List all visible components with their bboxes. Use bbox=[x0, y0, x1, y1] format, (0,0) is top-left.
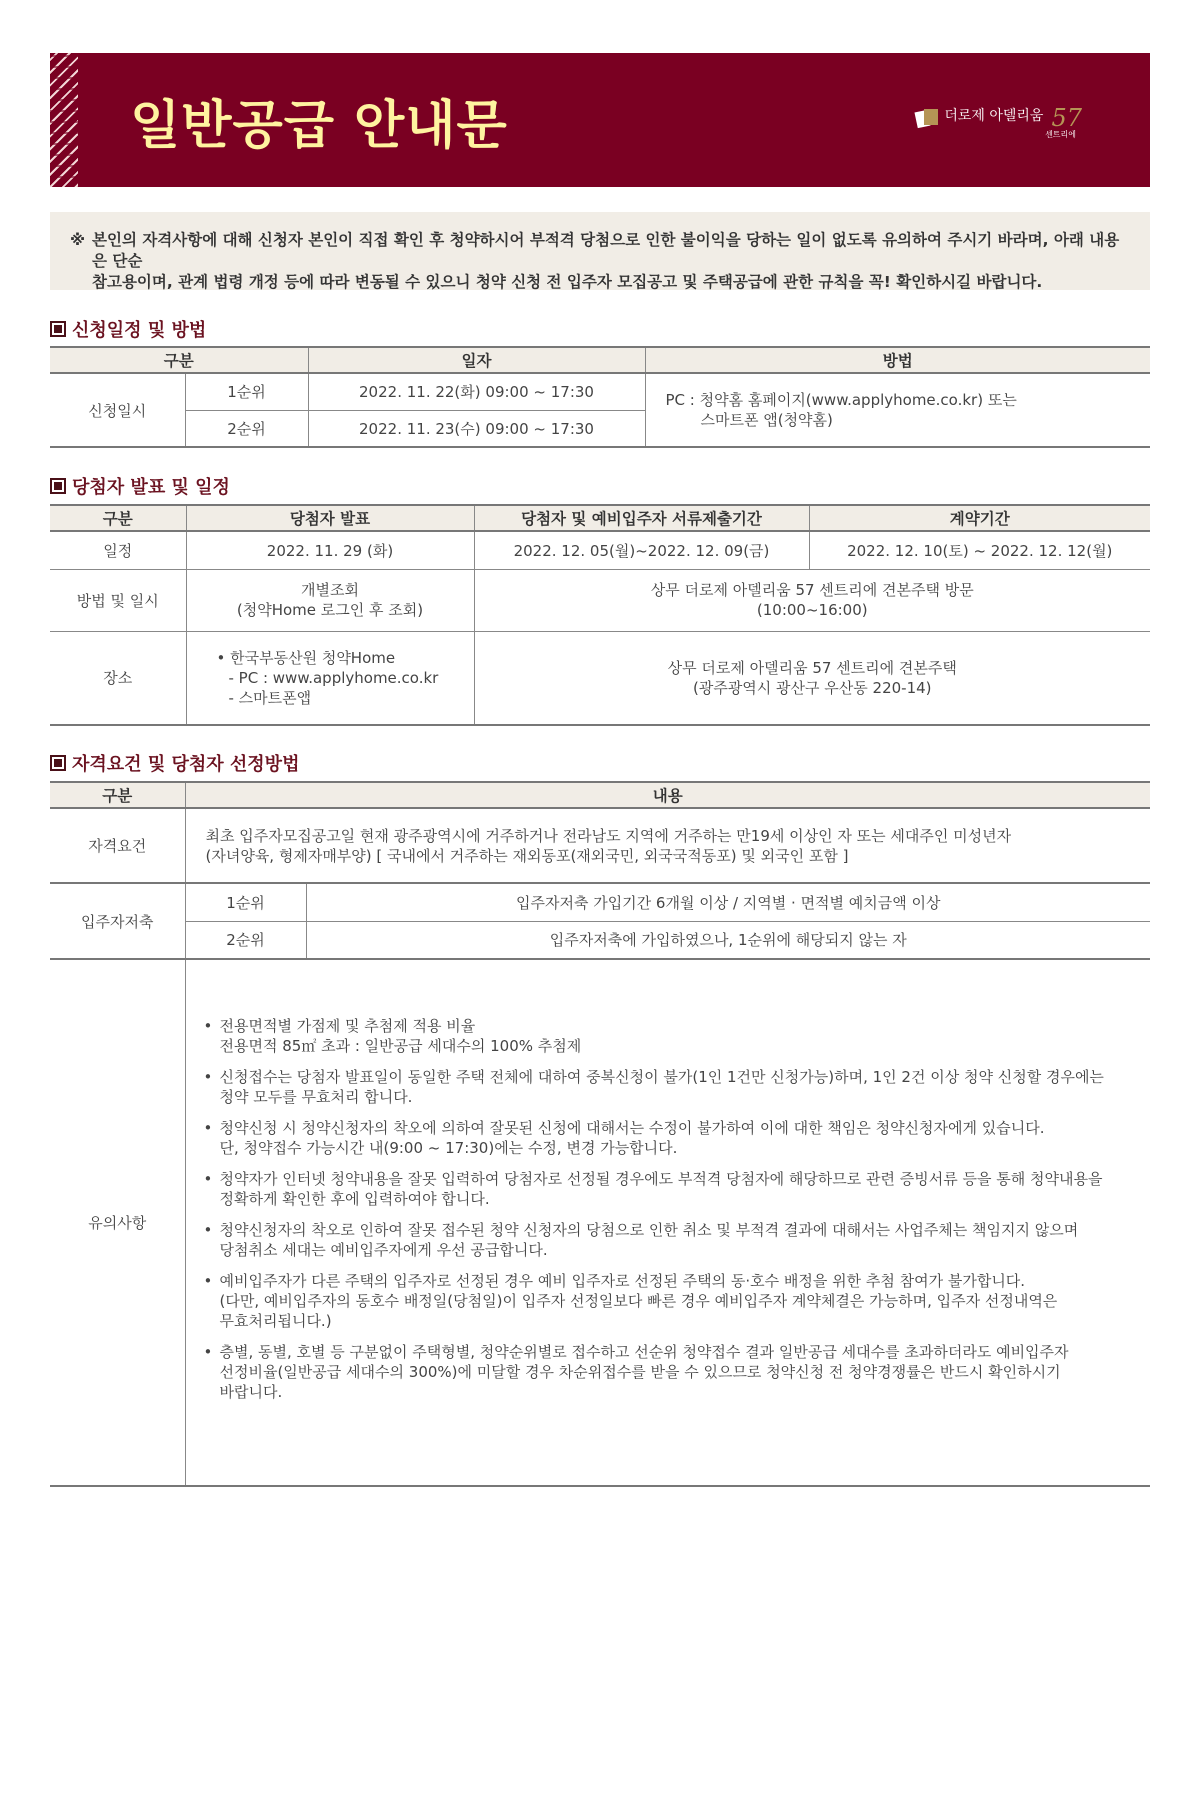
date-cell: 2022. 11. 23(수) 09:00 ~ 17:30 bbox=[308, 410, 645, 447]
savings-content: 입주자저축에 가입하였으나, 1순위에 해당되지 않는 자 bbox=[306, 921, 1150, 959]
row-label: 장소 bbox=[50, 631, 186, 725]
brand-badge-icon bbox=[916, 109, 938, 127]
brand-number: 57 bbox=[1051, 104, 1082, 132]
notice-line-2: 참고용이며, 관계 법령 개정 등에 따라 변동될 수 있으니 청약 신청 전 입주자 모집공고 및 주택공급에 관한 규칙을 꼭! 확인하시길 바랍니다. bbox=[92, 273, 1043, 291]
row-label: 입주자저축 bbox=[50, 883, 185, 959]
row-label: 자격요건 bbox=[50, 808, 185, 883]
notice-box bbox=[50, 212, 1150, 290]
documents-period: 2022. 12. 05(월)~2022. 12. 09(금) bbox=[474, 531, 809, 569]
header-content: 내용 bbox=[185, 782, 1150, 808]
reference-mark-icon: ※ bbox=[70, 231, 86, 249]
application-schedule-table bbox=[50, 346, 1150, 448]
section-title-application: 신청일정 및 방법 bbox=[50, 316, 206, 342]
square-bullet-icon bbox=[50, 321, 66, 337]
announce-method: 개별조회 (청약Home 로그인 후 조회) bbox=[186, 569, 474, 631]
notes-list bbox=[186, 1016, 1151, 1402]
header-documents: 당첨자 및 예비입주자 서류제출기간 bbox=[474, 505, 809, 531]
rank-cell: 2순위 bbox=[185, 410, 308, 447]
rank-cell: 1순위 bbox=[185, 883, 306, 921]
list-item: • 신청접수는 당첨자 발표일이 동일한 주택 전체에 대하여 중복신청이 불가(1인 1건만 신청가능)하며, 1인 2건 이상 청약 신청할 경우에는 청약 모두를 무효처리 합니다. bbox=[204, 1067, 1151, 1107]
row-label: 유의사항 bbox=[50, 959, 185, 1486]
square-bullet-icon bbox=[50, 478, 66, 494]
table-row bbox=[50, 921, 1150, 959]
row-label: 방법 및 일시 bbox=[50, 569, 186, 631]
header-date: 일자 bbox=[308, 347, 645, 373]
table-row bbox=[50, 531, 1150, 569]
list-item: • 전용면적별 가점제 및 추첨제 적용 비율 전용면적 85㎡ 초과 : 일반공급 세대수의 100% 추첨제 bbox=[204, 1016, 1151, 1056]
savings-content: 입주자저축 가입기간 6개월 이상 / 지역별 · 면적별 예치금액 이상 bbox=[306, 883, 1150, 921]
brand-subtitle: 센트리에 bbox=[1045, 130, 1076, 139]
header-category: 구분 bbox=[50, 505, 186, 531]
announce-place: • 한국부동산원 청약Home - PC : www.applyhome.co.kr - 스마트폰앱 bbox=[186, 631, 474, 725]
header-category: 구분 bbox=[50, 347, 308, 373]
rank-cell: 1순위 bbox=[185, 373, 308, 410]
qualification-content: 최초 입주자모집공고일 현재 광주광역시에 거주하거나 전라남도 지역에 거주하는 만19세 이상인 자 또는 세대주인 미성년자 (자녀양육, 형제자매부양) [ 국내에서 거주하는 재외동포(재외국민, 외국국적동포) 및 외국인 포함 ] bbox=[185, 808, 1150, 883]
page-header bbox=[50, 53, 1150, 187]
announce-date: 2022. 11. 29 (화) bbox=[186, 531, 474, 569]
list-item: • 예비입주자가 다른 주택의 입주자로 선정된 경우 예비 입주자로 선정된 주택의 동·호수 배정을 위한 추첨 참여가 불가합니다. (다만, 예비입주자의 동호수 배정일(당첨일)이 입주자 선정일보다 빠른 경우 예비입주자 계약체결은 가능하며, 입주자 선정내역은 무효처리됩니다.) bbox=[204, 1271, 1151, 1331]
notes-content bbox=[185, 959, 1150, 1486]
list-item: • 청약신청자의 착오로 인하여 잘못 접수된 청약 신청자의 당첨으로 인한 취소 및 부적격 결과에 대해서는 사업주체는 책임지지 않으며 당첨취소 세대는 예비입주자에게 우선 공급합니다. bbox=[204, 1220, 1151, 1260]
rank-cell: 2순위 bbox=[185, 921, 306, 959]
list-item: • 층별, 동별, 호별 등 구분없이 주택형별, 청약순위별로 접수하고 선순위 청약접수 결과 일반공급 세대수를 초과하더라도 예비입주자 선정비율(일반공급 세대수의 300%)에 미달할 경우 차순위접수를 받을 수 있으므로 청약신청 전 청약경쟁률은 반드시 확인하시기 바랍니다. bbox=[204, 1342, 1151, 1402]
visit-place: 상무 더로제 아델리움 57 센트리에 견본주택 (광주광역시 광산구 우산동 220-14) bbox=[474, 631, 1150, 725]
date-cell: 2022. 11. 22(화) 09:00 ~ 17:30 bbox=[308, 373, 645, 410]
row-label: 일정 bbox=[50, 531, 186, 569]
list-item: • 청약자가 인터넷 청약내용을 잘못 입력하여 당첨자로 선정될 경우에도 부적격 당첨자에 해당하므로 관련 증빙서류 등을 통해 청약내용을 정확하게 확인한 후에 입력하여야 합니다. bbox=[204, 1169, 1151, 1209]
header-announce: 당첨자 발표 bbox=[186, 505, 474, 531]
table-row bbox=[50, 373, 1150, 410]
brand-logo bbox=[916, 104, 1082, 139]
row-label: 신청일시 bbox=[50, 373, 185, 447]
table-row bbox=[50, 959, 1150, 1486]
section-title-qualification: 자격요건 및 당첨자 선정방법 bbox=[50, 750, 299, 776]
header-method: 방법 bbox=[645, 347, 1150, 373]
announcement-schedule-table bbox=[50, 504, 1150, 726]
table-row bbox=[50, 631, 1150, 725]
list-item: • 청약신청 시 청약신청자의 착오에 의하여 잘못된 신청에 대해서는 수정이 불가하여 이에 대한 책임은 청약신청자에게 있습니다. 단, 청약접수 가능시간 내(9:00 ~ 17:30)에는 수정, 변경 가능합니다. bbox=[204, 1118, 1151, 1158]
method-cell: PC : 청약홈 홈페이지(www.applyhome.co.kr) 또는 스마트폰 앱(청약홈) bbox=[645, 373, 1150, 447]
decorative-pattern bbox=[50, 53, 78, 187]
header-category: 구분 bbox=[50, 782, 185, 808]
brand-name: 더로제 아델리움 bbox=[944, 108, 1044, 124]
qualification-table bbox=[50, 781, 1150, 1487]
table-row bbox=[50, 569, 1150, 631]
visit-method: 상무 더로제 아델리움 57 센트리에 견본주택 방문 (10:00~16:00) bbox=[474, 569, 1150, 631]
square-bullet-icon bbox=[50, 755, 66, 771]
header-contract: 계약기간 bbox=[809, 505, 1150, 531]
contract-period: 2022. 12. 10(토) ~ 2022. 12. 12(월) bbox=[809, 531, 1150, 569]
page-title: 일반공급 안내문 bbox=[130, 96, 508, 156]
notice-line-1: 본인의 자격사항에 대해 신청자 본인이 직접 확인 후 청약하시어 부적격 당첨으로 인한 불이익을 당하는 일이 없도록 유의하여 주시기 바라며, 아래 내용은 단순 bbox=[92, 231, 1120, 270]
table-row bbox=[50, 808, 1150, 883]
table-row bbox=[50, 883, 1150, 921]
section-title-announcement: 당첨자 발표 및 일정 bbox=[50, 473, 230, 499]
